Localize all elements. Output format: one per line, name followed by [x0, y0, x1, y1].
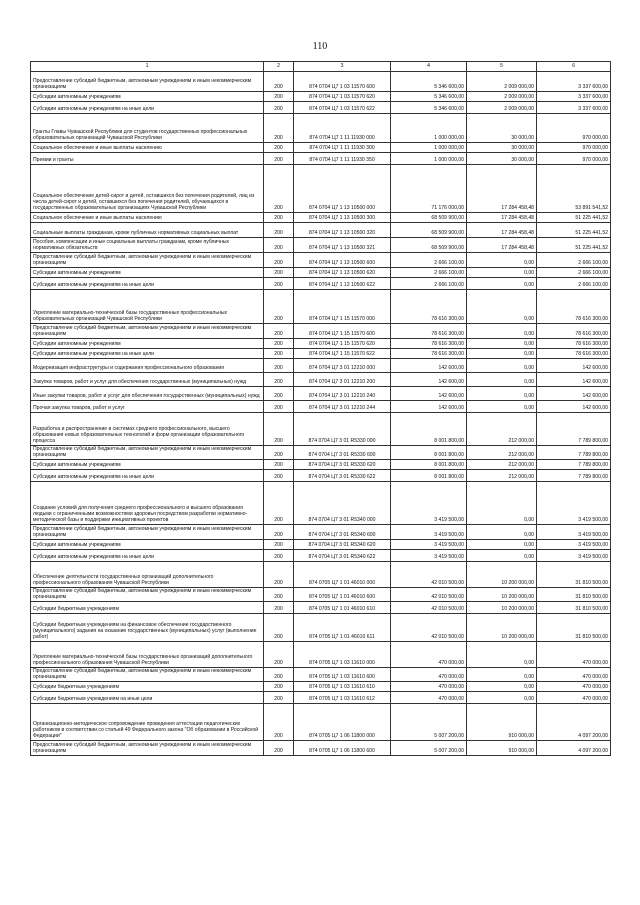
cell-budget-code: 874 0705 Ц7 1 01 46010 000: [294, 562, 391, 588]
cell-approved: 42 010 500,00: [391, 602, 467, 614]
cell-unexecuted: 31 810 500,00: [537, 588, 611, 602]
cell-approved: 3 419 500,00: [391, 540, 467, 550]
cell-approved: 142 600,00: [391, 359, 467, 373]
cell-name: Субсидии автономным учреждениям на иные цели: [31, 349, 264, 359]
cell-executed: 910 000,00: [467, 741, 537, 756]
table-row: [31, 692, 611, 704]
cell-line-code: 200: [264, 278, 294, 290]
cell-executed: 0,00: [467, 290, 537, 324]
cell-budget-code: 874 0704 Ц7 1 03 11570 620: [294, 92, 391, 102]
cell-approved: 5 346 600,00: [391, 72, 467, 92]
cell-executed: 30 000,00: [467, 114, 537, 143]
cell-approved: 5 007 200,00: [391, 704, 467, 741]
cell-line-code: 200: [264, 550, 294, 562]
cell-unexecuted: 78 616 300,00: [537, 290, 611, 324]
cell-budget-code: 874 0704 Ц7 3 01 R5340 000: [294, 482, 391, 525]
cell-budget-code: 874 0705 Ц7 1 03 11610 600: [294, 668, 391, 682]
cell-unexecuted: 4 097 200,00: [537, 741, 611, 756]
table-row: [31, 213, 611, 223]
cell-unexecuted: 31 810 500,00: [537, 602, 611, 614]
cell-executed: 0,00: [467, 668, 537, 682]
cell-budget-code: 874 0704 Ц7 1 13 10500 321: [294, 238, 391, 253]
cell-approved: 470 000,00: [391, 692, 467, 704]
table-row: [31, 682, 611, 692]
cell-line-code: 200: [264, 642, 294, 668]
cell-budget-code: 874 0704 Ц7 1 15 11570 000: [294, 290, 391, 324]
cell-name: Разработка и распространение в системах среднего профессионального, высшего образования новых образовательных технологий и форм организации образовательного процесса: [31, 413, 264, 446]
cell-executed: 17 284 458,48: [467, 223, 537, 238]
cell-line-code: 200: [264, 114, 294, 143]
cell-unexecuted: 51 225 441,52: [537, 238, 611, 253]
table-header-row: [31, 62, 611, 72]
cell-executed: 0,00: [467, 692, 537, 704]
cell-name: Гранты Главы Чувашской Республики для студентов государственных профессиональных образовательных организаций Чувашской Республики: [31, 114, 264, 143]
header-cell-3: 3: [294, 62, 391, 72]
cell-executed: 910 000,00: [467, 704, 537, 741]
cell-budget-code: 874 0704 Ц7 1 13 10500 320: [294, 223, 391, 238]
cell-line-code: 200: [264, 143, 294, 153]
cell-name: Субсидии автономным учреждениям: [31, 268, 264, 278]
table-row: [31, 349, 611, 359]
cell-executed: 0,00: [467, 682, 537, 692]
cell-unexecuted: 7 789 800,00: [537, 460, 611, 470]
cell-name: Субсидии автономным учреждениям: [31, 540, 264, 550]
cell-line-code: 200: [264, 387, 294, 401]
cell-line-code: 200: [264, 682, 294, 692]
cell-approved: 78 616 300,00: [391, 349, 467, 359]
cell-unexecuted: 4 097 200,00: [537, 704, 611, 741]
cell-unexecuted: 53 891 541,52: [537, 165, 611, 213]
cell-line-code: 200: [264, 373, 294, 387]
cell-name: Модернизация инфраструктуры и содержания профессионального образования: [31, 359, 264, 373]
cell-line-code: 200: [264, 153, 294, 165]
cell-budget-code: 874 0705 Ц7 1 01 46010 611: [294, 614, 391, 642]
cell-approved: 78 616 300,00: [391, 324, 467, 339]
cell-approved: 42 010 500,00: [391, 588, 467, 602]
cell-approved: 42 010 500,00: [391, 562, 467, 588]
table-row: [31, 373, 611, 387]
table-row: [31, 525, 611, 540]
table-row: [31, 550, 611, 562]
cell-line-code: 200: [264, 324, 294, 339]
cell-executed: 212 000,00: [467, 446, 537, 460]
cell-name: Предоставление субсидий бюджетным, автономным учреждениям и иным некоммерческим организациям: [31, 588, 264, 602]
cell-budget-code: 874 0704 Ц7 1 11 11930 000: [294, 114, 391, 143]
cell-approved: 68 509 900,00: [391, 223, 467, 238]
cell-budget-code: 874 0704 Ц7 3 01 12210 000: [294, 359, 391, 373]
cell-budget-code: 874 0704 Ц7 1 15 11570 600: [294, 324, 391, 339]
cell-budget-code: 874 0705 Ц7 1 01 46010 600: [294, 588, 391, 602]
cell-line-code: 200: [264, 668, 294, 682]
cell-line-code: 200: [264, 470, 294, 482]
cell-approved: 8 001 800,00: [391, 470, 467, 482]
table-row: [31, 588, 611, 602]
cell-executed: 0,00: [467, 540, 537, 550]
cell-name: Субсидии бюджетным учреждениям: [31, 602, 264, 614]
cell-unexecuted: 970 000,00: [537, 153, 611, 165]
cell-budget-code: 874 0705 Ц7 1 06 11800 000: [294, 704, 391, 741]
cell-line-code: 200: [264, 741, 294, 756]
header-cell-6: 6: [537, 62, 611, 72]
cell-name: Предоставление субсидий бюджетным, автономным учреждениям и иным некоммерческим организациям: [31, 668, 264, 682]
page-number: 110: [312, 41, 328, 52]
cell-approved: 71 176 000,00: [391, 165, 467, 213]
cell-approved: 2 666 100,00: [391, 278, 467, 290]
cell-executed: 0,00: [467, 482, 537, 525]
cell-budget-code: 874 0704 Ц7 3 01 R5340 620: [294, 540, 391, 550]
cell-unexecuted: 7 789 800,00: [537, 470, 611, 482]
cell-approved: 470 000,00: [391, 642, 467, 668]
cell-unexecuted: 3 337 600,00: [537, 102, 611, 114]
cell-budget-code: 874 0704 Ц7 3 01 12210 200: [294, 373, 391, 387]
cell-name: Пособия, компенсации и иные социальные выплаты гражданам, кроме публичных нормативных обязательств: [31, 238, 264, 253]
cell-approved: 68 509 900,00: [391, 238, 467, 253]
cell-name: Субсидии автономным учреждениям: [31, 339, 264, 349]
cell-approved: 78 616 300,00: [391, 290, 467, 324]
cell-budget-code: 874 0704 Ц7 1 03 11570 622: [294, 102, 391, 114]
table-row: [31, 482, 611, 525]
cell-name: Субсидии автономным учреждениям на иные цели: [31, 278, 264, 290]
cell-executed: 212 000,00: [467, 470, 537, 482]
cell-approved: 3 419 500,00: [391, 482, 467, 525]
budget-table: [30, 61, 611, 756]
cell-unexecuted: 142 600,00: [537, 387, 611, 401]
cell-executed: 2 009 000,00: [467, 92, 537, 102]
table-row: [31, 72, 611, 92]
cell-unexecuted: 7 789 800,00: [537, 446, 611, 460]
cell-approved: 8 001 800,00: [391, 413, 467, 446]
cell-unexecuted: 51 225 441,52: [537, 223, 611, 238]
cell-unexecuted: 31 810 500,00: [537, 562, 611, 588]
cell-budget-code: 874 0705 Ц7 1 03 11610 612: [294, 692, 391, 704]
cell-executed: 0,00: [467, 373, 537, 387]
table-row: [31, 238, 611, 253]
cell-name: Предоставление субсидий бюджетным, автономным учреждениям и иным некоммерческим организациям: [31, 741, 264, 756]
cell-approved: 3 419 500,00: [391, 550, 467, 562]
cell-line-code: 200: [264, 290, 294, 324]
cell-executed: 0,00: [467, 253, 537, 268]
table-row: [31, 704, 611, 741]
cell-unexecuted: 3 337 600,00: [537, 92, 611, 102]
table-row: [31, 92, 611, 102]
table-row: [31, 153, 611, 165]
table-row: [31, 114, 611, 143]
cell-unexecuted: 970 000,00: [537, 114, 611, 143]
cell-executed: 10 200 000,00: [467, 602, 537, 614]
cell-unexecuted: 2 666 100,00: [537, 278, 611, 290]
table-row: [31, 143, 611, 153]
table-row: [31, 642, 611, 668]
table-row: [31, 339, 611, 349]
cell-budget-code: 874 0704 Ц7 1 13 10500 622: [294, 278, 391, 290]
cell-line-code: 200: [264, 602, 294, 614]
table-row: [31, 413, 611, 446]
cell-line-code: 200: [264, 102, 294, 114]
cell-name: Прочая закупка товаров, работ и услуг: [31, 401, 264, 413]
table-row: [31, 741, 611, 756]
cell-line-code: 200: [264, 339, 294, 349]
cell-executed: 17 284 458,48: [467, 165, 537, 213]
cell-name: Социальное обеспечение и иные выплаты населению: [31, 213, 264, 223]
cell-budget-code: 874 0704 Ц7 1 03 11570 600: [294, 72, 391, 92]
cell-budget-code: 874 0704 Ц7 3 01 R5330 600: [294, 446, 391, 460]
cell-unexecuted: 470 000,00: [537, 682, 611, 692]
cell-line-code: 200: [264, 349, 294, 359]
cell-executed: 0,00: [467, 401, 537, 413]
cell-unexecuted: 3 419 500,00: [537, 482, 611, 525]
cell-approved: 470 000,00: [391, 682, 467, 692]
cell-approved: 8 001 800,00: [391, 446, 467, 460]
header-cell-4: 4: [391, 62, 467, 72]
table-row: [31, 460, 611, 470]
cell-budget-code: 874 0704 Ц7 1 13 10500 300: [294, 213, 391, 223]
cell-budget-code: 874 0704 Ц7 3 01 R5340 622: [294, 550, 391, 562]
cell-budget-code: 874 0704 Ц7 1 15 11570 622: [294, 349, 391, 359]
cell-unexecuted: 3 419 500,00: [537, 540, 611, 550]
cell-line-code: 200: [264, 482, 294, 525]
table-row: [31, 223, 611, 238]
cell-unexecuted: 78 616 300,00: [537, 324, 611, 339]
table-row: [31, 165, 611, 213]
cell-name: Субсидии бюджетным учреждениям на иные цели: [31, 692, 264, 704]
table-row: [31, 387, 611, 401]
cell-name: Субсидии автономным учреждениям: [31, 92, 264, 102]
cell-budget-code: 874 0704 Ц7 1 11 11930 300: [294, 143, 391, 153]
cell-approved: 142 600,00: [391, 387, 467, 401]
cell-approved: 42 010 500,00: [391, 614, 467, 642]
cell-unexecuted: 51 225 441,52: [537, 213, 611, 223]
cell-budget-code: 874 0705 Ц7 1 01 46010 610: [294, 602, 391, 614]
cell-line-code: 200: [264, 253, 294, 268]
cell-approved: 1 000 000,00: [391, 143, 467, 153]
cell-executed: 0,00: [467, 278, 537, 290]
table-row: [31, 102, 611, 114]
cell-name: Предоставление субсидий бюджетным, автономным учреждениям и иным некоммерческим организациям: [31, 525, 264, 540]
cell-unexecuted: 470 000,00: [537, 642, 611, 668]
cell-unexecuted: 78 616 300,00: [537, 349, 611, 359]
cell-line-code: 200: [264, 72, 294, 92]
cell-unexecuted: 470 000,00: [537, 668, 611, 682]
table-row: [31, 602, 611, 614]
cell-unexecuted: 142 600,00: [537, 359, 611, 373]
cell-unexecuted: 3 419 500,00: [537, 550, 611, 562]
cell-executed: 0,00: [467, 359, 537, 373]
cell-executed: 2 009 000,00: [467, 102, 537, 114]
cell-budget-code: 874 0705 Ц7 1 03 11610 610: [294, 682, 391, 692]
cell-executed: 212 000,00: [467, 460, 537, 470]
cell-unexecuted: 970 000,00: [537, 143, 611, 153]
cell-name: Организационно-методическое сопровождение проведения аттестации педагогических работников в соответствии со статьей 49 Федерального закона "Об образовании в Российской Федерации": [31, 704, 264, 741]
cell-line-code: 200: [264, 401, 294, 413]
cell-line-code: 200: [264, 614, 294, 642]
cell-budget-code: 874 0705 Ц7 1 03 11610 000: [294, 642, 391, 668]
cell-unexecuted: 7 789 800,00: [537, 413, 611, 446]
cell-approved: 5 346 600,00: [391, 92, 467, 102]
cell-line-code: 200: [264, 704, 294, 741]
cell-executed: 0,00: [467, 324, 537, 339]
cell-approved: 2 666 100,00: [391, 253, 467, 268]
cell-executed: 0,00: [467, 349, 537, 359]
cell-budget-code: 874 0704 Ц7 1 11 11930 350: [294, 153, 391, 165]
cell-approved: 5 007 200,00: [391, 741, 467, 756]
table-row: [31, 470, 611, 482]
cell-approved: 470 000,00: [391, 668, 467, 682]
cell-line-code: 200: [264, 92, 294, 102]
cell-executed: 0,00: [467, 268, 537, 278]
cell-line-code: 200: [264, 413, 294, 446]
cell-executed: 0,00: [467, 387, 537, 401]
cell-unexecuted: 78 616 300,00: [537, 339, 611, 349]
cell-budget-code: 874 0704 Ц7 1 13 10500 620: [294, 268, 391, 278]
cell-executed: 0,00: [467, 525, 537, 540]
cell-line-code: 200: [264, 562, 294, 588]
cell-unexecuted: 31 810 500,00: [537, 614, 611, 642]
header-cell-5: 5: [467, 62, 537, 72]
cell-executed: 30 000,00: [467, 143, 537, 153]
cell-name: Социальное обеспечение детей-сирот и детей, оставшихся без попечения родителей, лиц из числа детей-сирот и детей, оставшихся без попечения родителей, обучающихся в государственных образовательных организациях Чувашской Республики: [31, 165, 264, 213]
cell-line-code: 200: [264, 525, 294, 540]
cell-name: Субсидии бюджетным учреждениям: [31, 682, 264, 692]
cell-line-code: 200: [264, 692, 294, 704]
cell-name: Предоставление субсидий бюджетным, автономным учреждениям и иным некоммерческим организациям: [31, 72, 264, 92]
cell-budget-code: 874 0704 Ц7 3 01 R5330 622: [294, 470, 391, 482]
cell-approved: 142 600,00: [391, 401, 467, 413]
table-row: [31, 324, 611, 339]
cell-line-code: 200: [264, 165, 294, 213]
cell-executed: 10 200 000,00: [467, 562, 537, 588]
cell-budget-code: 874 0704 Ц7 3 01 R5330 000: [294, 413, 391, 446]
cell-name: Социальное обеспечение и иные выплаты населению: [31, 143, 264, 153]
cell-line-code: 200: [264, 359, 294, 373]
cell-budget-code: 874 0704 Ц7 1 15 11570 620: [294, 339, 391, 349]
cell-approved: 78 616 300,00: [391, 339, 467, 349]
cell-budget-code: 874 0705 Ц7 1 06 11800 600: [294, 741, 391, 756]
cell-unexecuted: 142 600,00: [537, 401, 611, 413]
cell-name: Обеспечение деятельности государственных организаций дополнительного профессионального образования Чувашской Республики: [31, 562, 264, 588]
cell-name: Предоставление субсидий бюджетным, автономным учреждениям и иным некоммерческим организациям: [31, 324, 264, 339]
cell-budget-code: 874 0704 Ц7 3 01 R5330 620: [294, 460, 391, 470]
cell-executed: 17 284 458,48: [467, 238, 537, 253]
cell-name: Укрепление материально-технической базы государственных профессиональных образовательных организаций Чувашской Республики: [31, 290, 264, 324]
cell-approved: 1 000 000,00: [391, 153, 467, 165]
header-cell-1: 1: [31, 62, 264, 72]
cell-executed: 17 284 458,48: [467, 213, 537, 223]
cell-name: Предоставление субсидий бюджетным, автономным учреждениям и иным некоммерческим организациям: [31, 446, 264, 460]
cell-unexecuted: 2 666 100,00: [537, 268, 611, 278]
cell-name: Премии и гранты: [31, 153, 264, 165]
cell-budget-code: 874 0704 Ц7 3 01 12210 244: [294, 401, 391, 413]
cell-budget-code: 874 0704 Ц7 3 01 R5340 600: [294, 525, 391, 540]
cell-name: Субсидии автономным учреждениям на иные цели: [31, 550, 264, 562]
table-row: [31, 668, 611, 682]
cell-name: Субсидии автономным учреждениям на иные цели: [31, 102, 264, 114]
cell-line-code: 200: [264, 213, 294, 223]
cell-approved: 5 346 600,00: [391, 102, 467, 114]
cell-name: Субсидии бюджетным учреждениям на финансовое обеспечение государственного (муниципального) задания на оказание государственных (муниципальных) услуг (выполнение работ): [31, 614, 264, 642]
cell-approved: 1 000 000,00: [391, 114, 467, 143]
cell-approved: 2 666 100,00: [391, 268, 467, 278]
cell-name: Предоставление субсидий бюджетным, автономным учреждениям и иным некоммерческим организациям: [31, 253, 264, 268]
table-row: [31, 446, 611, 460]
cell-name: Иные закупки товаров, работ и услуг для обеспечения государственных (муниципальных) нужд: [31, 387, 264, 401]
table-row: [31, 268, 611, 278]
cell-approved: 142 600,00: [391, 373, 467, 387]
cell-unexecuted: 470 000,00: [537, 692, 611, 704]
table-row: [31, 540, 611, 550]
cell-unexecuted: 142 600,00: [537, 373, 611, 387]
cell-name: Создание условий для получения среднего профессионального и высшего образования людьми с ограниченными возможностями здоровья посредством разработки нормативно-методической базы и поддержки инициативных проектов: [31, 482, 264, 525]
cell-executed: 2 009 000,00: [467, 72, 537, 92]
cell-approved: 8 001 800,00: [391, 460, 467, 470]
table-row: [31, 401, 611, 413]
cell-line-code: 200: [264, 588, 294, 602]
cell-executed: 10 200 000,00: [467, 588, 537, 602]
cell-executed: 0,00: [467, 550, 537, 562]
table-row: [31, 290, 611, 324]
cell-approved: 68 509 900,00: [391, 213, 467, 223]
cell-line-code: 200: [264, 446, 294, 460]
cell-unexecuted: 3 337 600,00: [537, 72, 611, 92]
cell-budget-code: 874 0704 Ц7 3 01 12210 240: [294, 387, 391, 401]
cell-executed: 212 000,00: [467, 413, 537, 446]
cell-unexecuted: 3 419 500,00: [537, 525, 611, 540]
table-row: [31, 253, 611, 268]
cell-name: Субсидии автономным учреждениям: [31, 460, 264, 470]
cell-line-code: 200: [264, 238, 294, 253]
table-row: [31, 614, 611, 642]
cell-budget-code: 874 0704 Ц7 1 13 10500 600: [294, 253, 391, 268]
cell-approved: 3 419 500,00: [391, 525, 467, 540]
cell-line-code: 200: [264, 540, 294, 550]
cell-name: Укрепление материально-технической базы государственных организаций дополнительного профессионального образования Чувашской Республики: [31, 642, 264, 668]
cell-budget-code: 874 0704 Ц7 1 13 10500 000: [294, 165, 391, 213]
cell-executed: 30 000,00: [467, 153, 537, 165]
cell-line-code: 200: [264, 460, 294, 470]
header-cell-2: 2: [264, 62, 294, 72]
cell-executed: 0,00: [467, 642, 537, 668]
cell-executed: 10 200 000,00: [467, 614, 537, 642]
cell-unexecuted: 2 666 100,00: [537, 253, 611, 268]
cell-line-code: 200: [264, 223, 294, 238]
cell-name: Социальные выплаты гражданам, кроме публичных нормативных социальных выплат: [31, 223, 264, 238]
table-row: [31, 359, 611, 373]
cell-name: Субсидии автономным учреждениям на иные цели: [31, 470, 264, 482]
cell-name: Закупка товаров, работ и услуг для обеспечения государственных (муниципальных) нужд: [31, 373, 264, 387]
cell-line-code: 200: [264, 268, 294, 278]
table-row: [31, 562, 611, 588]
cell-executed: 0,00: [467, 339, 537, 349]
table-row: [31, 278, 611, 290]
